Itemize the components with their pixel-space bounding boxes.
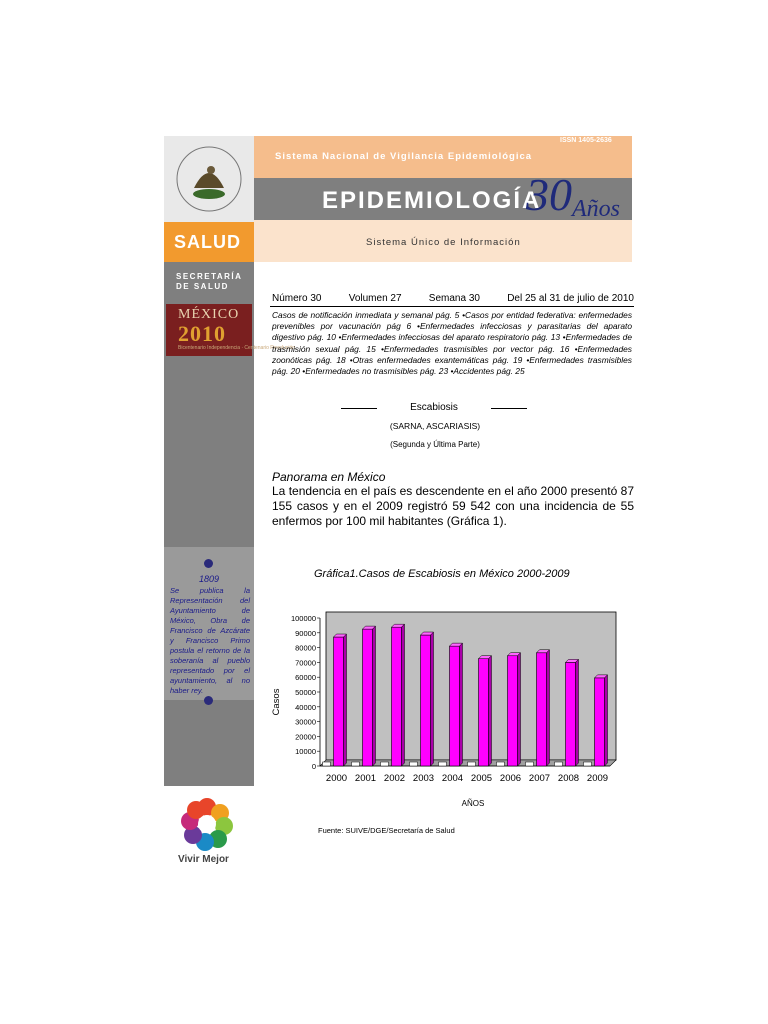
bar [566,662,576,766]
chart-caption: Gráfica1.Casos de Escabiosis en México 2000-2009 [314,568,570,580]
x-tick-label: 2007 [528,773,551,784]
bar-side [605,675,608,766]
y-tick-label: 50000 [295,688,316,697]
section-heading: Panorama en México [272,470,386,484]
x-tick-label: 2002 [383,773,406,784]
bar-stub [584,762,592,766]
bar [363,629,373,766]
article-part: (Segunda y Última Parte) [390,440,480,449]
secretaria-line2: DE SALUD [176,282,229,291]
x-tick-label: 2006 [499,773,522,784]
issue-dates: Del 25 al 31 de julio de 2010 [507,293,634,304]
scabies-cases-bar-chart [268,604,618,814]
bar-stub [468,762,476,766]
mexico-2010-subtitle: Bicentenario Independencia · Centenario Revolución [178,345,296,351]
vivir-mejor-label: Vivir Mejor [178,854,229,865]
bar-stub [497,762,505,766]
anniversary-anos: Años [572,196,620,222]
y-tick-label: 100000 [290,614,316,623]
x-axis-label: AÑOS [461,799,485,808]
vivir-mejor-flower-icon [178,795,236,853]
mexico-2010-word: MÉXICO [178,307,240,322]
bar-side [373,626,376,766]
bar-side [518,653,521,766]
secretaria-line1: SECRETARÍA [176,272,243,281]
mexico-2010-year: 2010 [178,321,226,346]
sistema-nacional-label: Sistema Nacional de Vigilancia Epidemiológica [275,151,533,162]
mexico-coat-of-arms-icon [164,136,254,222]
bar [537,653,547,766]
x-tick-label: 2004 [441,773,464,784]
x-tick-label: 2009 [586,773,609,784]
bar-side [344,634,347,766]
y-tick-label: 90000 [295,628,316,638]
bar-stub [323,762,331,766]
historical-note-text: Se publica la Representación del Ayuntamiento de México, Obra de Francisco de Azcárate y Francisco Primo postula el retorno de la soberanía al pueblo representado por el ayuntamiento, al no haber rey. [170,586,250,695]
x-tick-label: 2000 [325,773,348,784]
issue-week: Semana 30 [428,293,480,304]
bar-side [402,624,405,766]
issue-volume: Volumen 27 [348,293,402,304]
y-axis-label: Casos [271,688,282,716]
bullet-dot-icon [204,559,213,568]
x-tick-label: 2001 [354,773,377,784]
sistema-unico-label: Sistema Único de Información [366,237,521,248]
article-subtitle: (SARNA, ASCARIASIS) [389,421,481,431]
y-tick-label: 70000 [295,658,316,668]
bar [595,678,605,766]
bar-stub [439,762,447,766]
salud-brand: SALUD [164,222,254,262]
sidebar-grey-column-lower [164,700,254,786]
table-of-contents: Casos de notificación inmediata y semanal pág. 5 •Casos por entidad federativa: enfermedades prevenibles por vacunación pág 6 •Enfermedades infecciosas y parasitarias del aparato digestivo pág. 10 •Enfermedades infecciosas del aparato respiratorio pág. 13 •Enfermedades de trasmisión sexual pág. 15 •Enfermedades trasmisibles por vector pág. 16 •Enfermedades zoonóticas pág. 18 •Otras enfermedades exantemáticas pág. 19 •Enfermedades trasmisibles pág. 20 •Enfermedades no trasmisibles pág. 23 •Accidentes pág. 25 [272,310,632,377]
bar [450,646,460,766]
divider [270,306,634,307]
y-tick-label: 40000 [295,702,316,712]
article-title: Escabiosis [410,402,458,413]
y-tick-label: 80000 [295,643,316,653]
bar-stub [352,762,360,766]
y-tick-label: 30000 [295,717,316,727]
bar [392,627,402,766]
bar [334,637,344,766]
bar-side [489,656,492,766]
y-tick-label: 20000 [295,732,316,742]
y-tick-label: 60000 [295,673,316,683]
bar-side [431,632,434,766]
coat-of-arms-panel [164,136,254,222]
bar-side [547,650,550,766]
x-tick-label: 2003 [412,773,435,784]
y-tick-label: 10000 [295,747,316,757]
x-tick-label: 2008 [557,773,580,784]
bar-side [576,659,579,766]
divider [341,408,377,409]
issn-label: ISSN 1405-2636 [560,137,612,144]
bar [479,659,489,766]
anniversary-number: 30 [526,169,572,220]
issue-info-line [272,293,634,304]
bar [508,656,518,766]
y-tick-label: 0 [311,762,316,771]
bulletin-title: EPIDEMIOLOGÍA [322,187,542,214]
secretaria-de-salud-label [176,272,248,292]
issue-number: Número 30 [272,293,322,304]
chart-source: Fuente: SUIVE/DGE/Secretaría de Salud [318,826,455,835]
section-paragraph: La tendencia en el país es descendente en el año 2000 presentó 87 155 casos y en el 2009 registró 59 542 con una incidencia de 55 enfermos por 100 mil habitantes (Gráfica 1). [272,484,634,528]
bar [421,635,431,766]
bar-stub [555,762,563,766]
bar-stub [526,762,534,766]
bar-stub [381,762,389,766]
historical-note-year: 1809 [198,574,220,584]
bar-side [460,643,463,766]
x-tick-label: 2005 [470,773,493,784]
bullet-dot-icon [204,696,213,705]
divider [491,408,527,409]
bar-stub [410,762,418,766]
